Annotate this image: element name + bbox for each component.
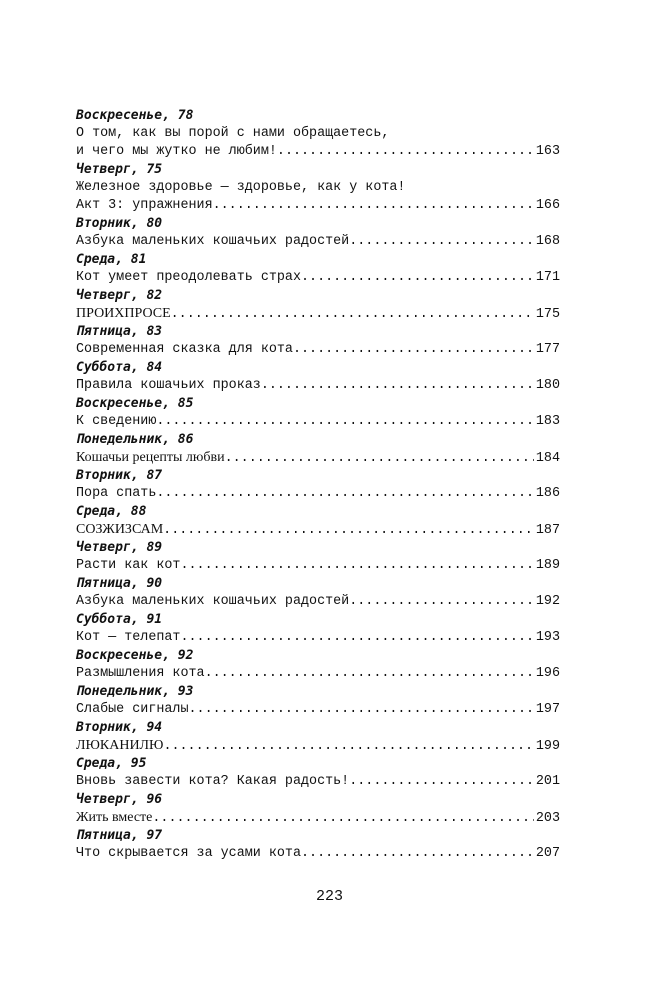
toc-entry-leader-line — [76, 269, 560, 287]
dot-leader — [163, 738, 533, 755]
toc-entry-leader-line — [76, 701, 560, 719]
toc-entry-title: Современная сказка для кота — [76, 342, 293, 357]
dot-leader — [171, 306, 534, 323]
toc-entry-day: Пятница, 90 — [76, 576, 163, 591]
dot-leader — [349, 593, 534, 611]
toc-entry-leader-line — [76, 233, 560, 251]
toc-entry — [76, 647, 560, 683]
toc-entry — [76, 791, 560, 827]
toc-entry-page: 186 — [535, 486, 560, 501]
dot-leader — [163, 522, 534, 539]
toc-entry-page: 201 — [535, 774, 560, 789]
dot-leader — [156, 485, 534, 503]
dot-leader — [277, 143, 534, 161]
toc-entry-page: 184 — [535, 451, 560, 466]
toc-entry-day: Вторник, 87 — [76, 468, 163, 483]
toc-entry-title: Правила кошачьих проказ — [76, 378, 261, 393]
toc-entry-title: ПРОИХПРОСЕ — [76, 306, 171, 321]
dot-leader — [225, 450, 534, 467]
toc-entry — [76, 359, 560, 395]
toc-entry — [76, 431, 560, 467]
toc-entry-day: Среда, 88 — [76, 504, 147, 519]
toc-entry-page: 171 — [535, 270, 560, 285]
toc-entry-day: Воскресенье, 78 — [76, 108, 194, 123]
toc-entry-leader-line — [76, 593, 560, 611]
toc-entry-title: и чего мы жутко не любим! — [76, 144, 277, 159]
toc-entry-page: 175 — [535, 307, 560, 322]
toc-entry-title: Вновь завести кота? Какая радость! — [76, 774, 350, 789]
toc-entry-leader-line — [76, 413, 560, 431]
toc-entry-day: Вторник, 94 — [76, 720, 163, 735]
toc-entry-title: Слабые сигналы — [76, 702, 189, 717]
toc-entry-title-line: О том, как вы порой с нами обращаетесь, — [76, 126, 390, 141]
toc-entry-day: Вторник, 80 — [76, 216, 163, 231]
toc-entry-page: 199 — [535, 739, 560, 754]
toc-entry-leader-line — [76, 143, 560, 161]
toc-entry-page: 166 — [535, 198, 560, 213]
dot-leader — [156, 413, 534, 431]
toc-entry-title: Что скрывается за усами кота — [76, 846, 301, 861]
toc-entry-day: Четверг, 89 — [76, 540, 163, 555]
toc-entry-leader-line — [76, 449, 560, 467]
toc-entry-page: 203 — [535, 811, 560, 826]
toc-entry — [76, 161, 560, 215]
toc-entry-day: Среда, 95 — [76, 756, 147, 771]
dot-leader — [213, 197, 534, 215]
dot-leader — [261, 377, 534, 395]
toc-entry-day: Четверг, 75 — [76, 162, 163, 177]
toc-entry-title: СОЗЖИЗСАМ — [76, 522, 164, 537]
toc-entry-leader-line — [76, 737, 560, 755]
toc-entry-day: Четверг, 96 — [76, 792, 163, 807]
toc-entry-page: 183 — [535, 414, 560, 429]
toc-entry-leader-line — [76, 665, 560, 683]
toc-entry-page: 197 — [535, 702, 560, 717]
toc-entry-day: Среда, 81 — [76, 252, 147, 267]
toc-entry-title: Кошачьи рецепты любви — [76, 450, 225, 465]
toc-entry-day: Пятница, 97 — [76, 828, 163, 843]
toc-entry-leader-line — [76, 197, 560, 215]
toc-entry-leader-line — [76, 557, 560, 575]
toc-entry — [76, 827, 560, 863]
toc-entry-page: 168 — [535, 234, 560, 249]
toc-entry-page: 207 — [535, 846, 560, 861]
toc-entry-title: Кот — телепат — [76, 630, 181, 645]
dot-leader — [152, 810, 534, 827]
toc-entry — [76, 467, 560, 503]
toc-entry-day: Воскресенье, 85 — [76, 396, 194, 411]
toc-entry — [76, 215, 560, 251]
toc-entry-day: Пятница, 83 — [76, 324, 163, 339]
toc-entry-leader-line — [76, 773, 560, 791]
toc-entry-page: 187 — [535, 523, 560, 538]
toc-entry-page: 163 — [535, 144, 560, 159]
toc-entry-title: Кот умеет преодолевать страх — [76, 270, 301, 285]
toc-entry-page: 189 — [535, 558, 560, 573]
dot-leader — [189, 701, 534, 719]
toc-entry-title: Акт 3: упражнения — [76, 198, 213, 213]
toc-entry-page: 192 — [535, 594, 560, 609]
toc-entry — [76, 251, 560, 287]
page-number: 223 — [315, 888, 343, 905]
toc-entry — [76, 323, 560, 359]
toc-entry-page: 193 — [535, 630, 560, 645]
toc-entry-title-line: Железное здоровье — здоровье, как у кота! — [76, 180, 406, 195]
toc-entry-title: Расти как кот — [76, 558, 181, 573]
toc-entry-title: Азбука маленьких кошачьих радостей — [76, 234, 350, 249]
toc-entry-title: Азбука маленьких кошачьих радостей — [76, 594, 350, 609]
toc-entry-day: Суббота, 91 — [76, 612, 163, 627]
toc-entry-leader-line — [76, 305, 560, 323]
toc-entry-day: Понедельник, 93 — [76, 684, 194, 699]
toc-entry — [76, 719, 560, 755]
toc-entry-leader-line — [76, 377, 560, 395]
dot-leader — [205, 665, 534, 683]
toc-entry-page: 177 — [535, 342, 560, 357]
toc-entry-day: Суббота, 84 — [76, 360, 163, 375]
toc-entry-title: Размышления кота — [76, 666, 205, 681]
toc-entry-leader-line — [76, 629, 560, 647]
toc-entry-leader-line — [76, 845, 560, 863]
dot-leader — [301, 269, 534, 287]
toc-entry-title: К сведению — [76, 414, 157, 429]
dot-leader — [301, 845, 534, 863]
toc-entry — [76, 683, 560, 719]
toc-entry-leader-line — [76, 809, 560, 827]
toc-entry — [76, 755, 560, 791]
toc-entry-day: Понедельник, 86 — [76, 432, 194, 447]
toc-entry-page: 180 — [535, 378, 560, 393]
toc-entry — [76, 503, 560, 539]
dot-leader — [180, 629, 533, 647]
dot-leader — [349, 233, 534, 251]
toc-entry-title: Пора спать — [76, 486, 157, 501]
toc-entry — [76, 539, 560, 575]
dot-leader — [293, 341, 534, 359]
toc-entry — [76, 395, 560, 431]
dot-leader — [180, 557, 533, 575]
toc-entry — [76, 107, 560, 161]
toc-entry-leader-line — [76, 521, 560, 539]
toc-entry — [76, 287, 560, 323]
toc-entry — [76, 575, 560, 611]
toc-entry-title: ЛЮКАНИЛЮ — [76, 738, 164, 753]
dot-leader — [349, 773, 534, 791]
table-of-contents — [76, 107, 560, 863]
toc-entry-leader-line — [76, 341, 560, 359]
toc-entry-day: Четверг, 82 — [76, 288, 163, 303]
toc-entry-day: Воскресенье, 92 — [76, 648, 194, 663]
toc-entry-page: 196 — [535, 666, 560, 681]
toc-entry-leader-line — [76, 485, 560, 503]
toc-entry-title: Жить вместе — [76, 810, 153, 825]
toc-entry — [76, 611, 560, 647]
